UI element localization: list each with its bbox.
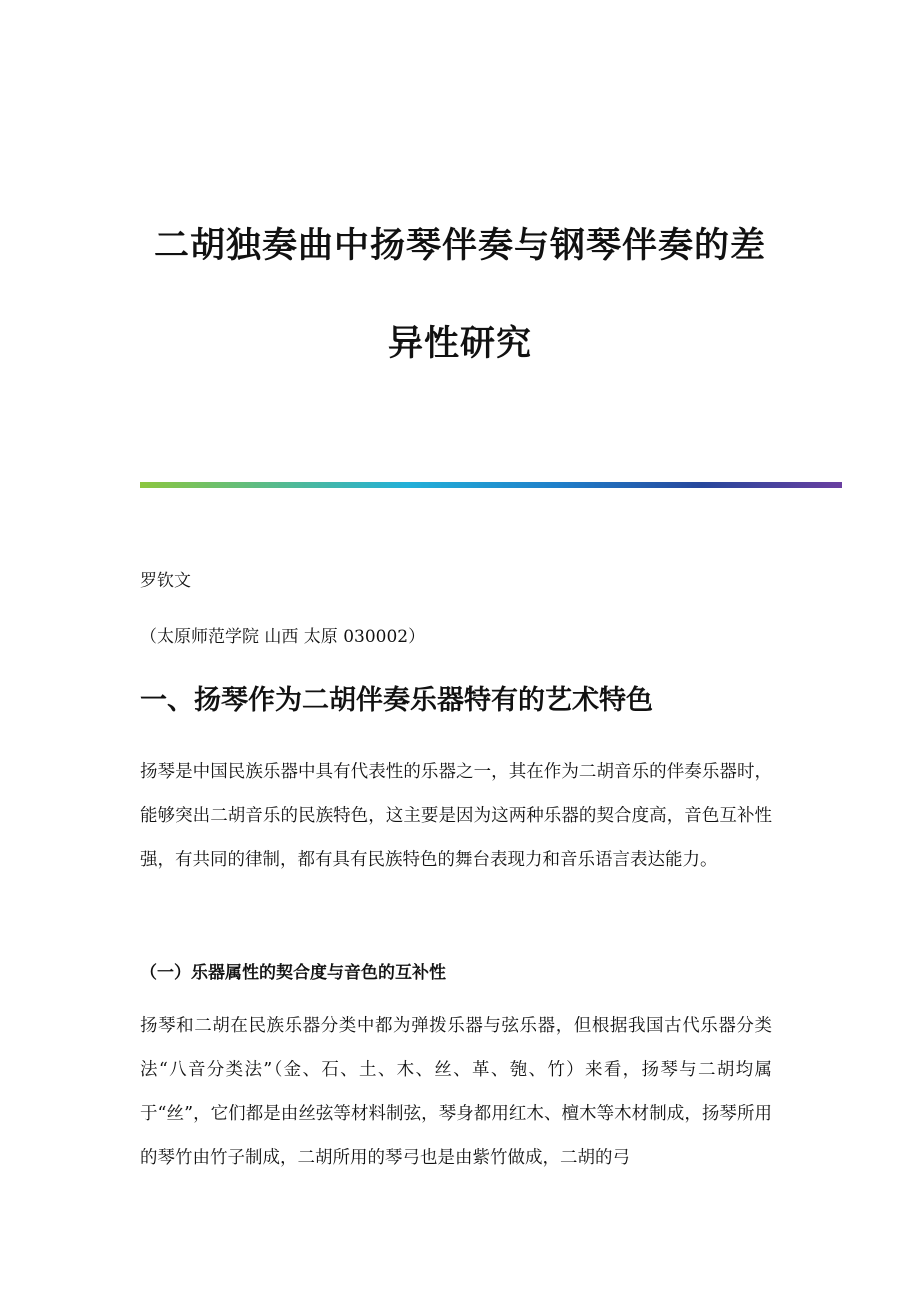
paper-title-line-1: 二胡独奏曲中扬琴伴奏与钢琴伴奏的差 bbox=[153, 225, 766, 266]
body-paragraph: 扬琴和二胡在民族乐器分类中都为弹拨乐器与弦乐器，但根据我国古代乐器分类法“八音分类法”（金、石、土、木、丝、革、匏、竹）来看，扬琴与二胡均属于“丝”，它们都是由丝弦等材料制弦，琴身都用红木、檀木等木材制成，扬琴所用的琴竹由竹子制成，二胡所用的琴弓也是由紫竹做成，二胡的弓 bbox=[140, 1016, 772, 1168]
subsection-heading: （一）乐器属性的契合度与音色的互补性 bbox=[140, 963, 446, 983]
paper-title-line-2: 异性研究 bbox=[387, 323, 532, 364]
author-affiliation: （太原师范学院 山西 太原 030002） bbox=[140, 627, 426, 647]
section-heading: 一、扬琴作为二胡伴奏乐器特有的艺术特色 bbox=[140, 685, 653, 716]
body-paragraph: 扬琴是中国民族乐器中具有代表性的乐器之一，其在作为二胡音乐的伴奏乐器时，能够突出二胡音乐的民族特色，这主要是因为这两种乐器的契合度高，音色互补性强，有共同的律制，都有具有民族特色的舞台表现力和音乐语言表达能力。 bbox=[140, 762, 772, 870]
title-divider bbox=[140, 482, 842, 488]
author-name: 罗钦文 bbox=[140, 571, 191, 591]
